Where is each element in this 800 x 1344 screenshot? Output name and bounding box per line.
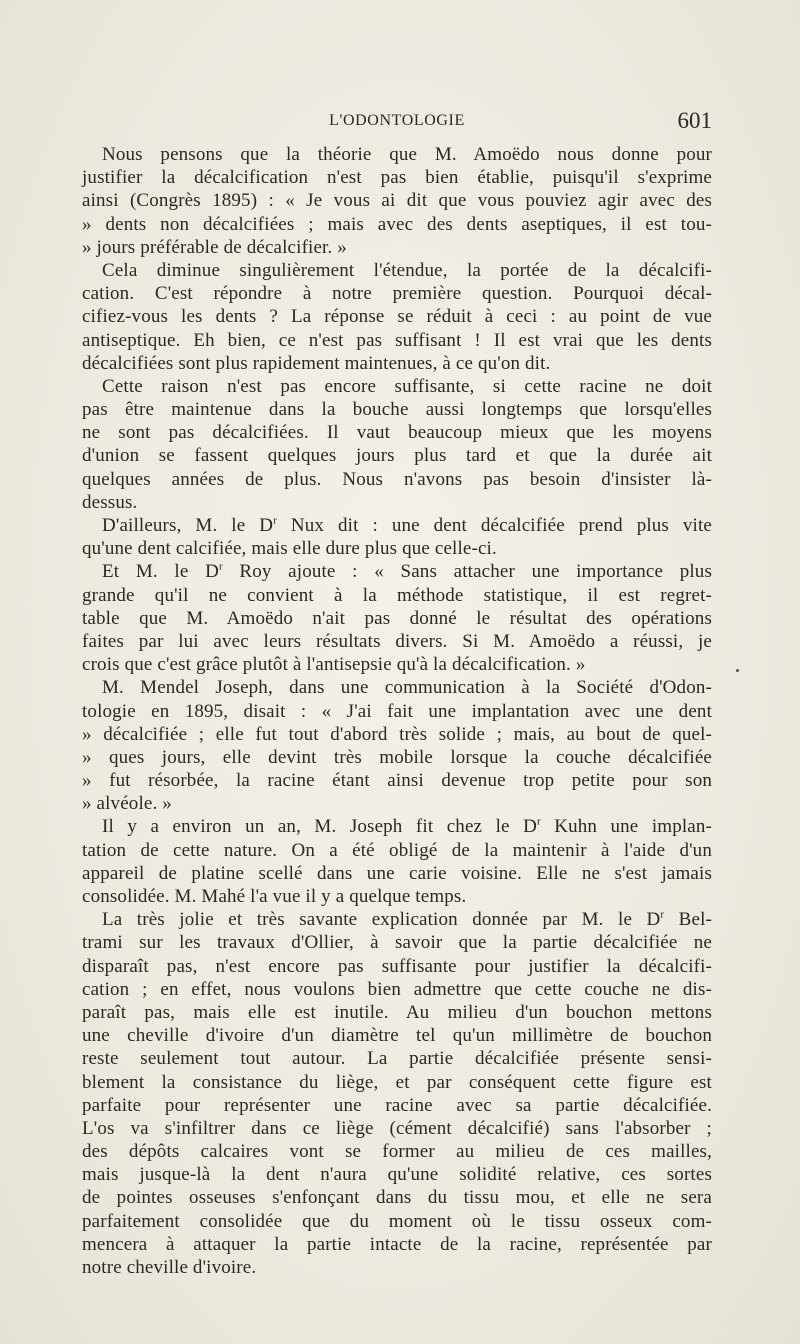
text-line: La très jolie et très savante explication donnée par M. le $D^r$ Bel-	[102, 908, 712, 931]
text-line: table que M. Amoëdo n'ait pas donné le résultat des opérations	[82, 607, 712, 629]
text-line: » ques jours, elle devint très mobile lorsque la couche décalcifiée	[82, 746, 712, 768]
text-line: » décalcifiée ; elle fut tout d'abord très solide ; mais, au bout de quel-	[82, 723, 712, 745]
text-line: mencera à attaquer la partie intacte de la racine, représentée par	[82, 1233, 712, 1255]
text-line: consolidée. M. Mahé l'a vue il y a quelque temps.	[82, 886, 467, 907]
text-line: D'ailleurs, M. le $D^r$ Nux dit : une dent décalcifiée prend plus vite	[102, 514, 712, 536]
text-line: faites par lui avec leurs résultats divers. Si M. Amoëdo a réussi, je	[82, 630, 712, 652]
ink-speck	[736, 669, 739, 672]
text-line: paraît pas, mais elle est inutile. Au milieu d'un bouchon mettons	[82, 1001, 712, 1023]
text-line: justifier la décalcification n'est pas bien établie, puisqu'il s'exprime	[82, 167, 712, 189]
text-line: qu'une dent calcifiée, mais elle dure plus que celle-ci.	[82, 538, 497, 560]
text-line: » dents non décalcifiées ; mais avec des dents aseptiques, il est tou-	[82, 213, 712, 235]
text-line: crois que c'est grâce plutôt à l'antisepsie qu'à la décalcification. »	[82, 654, 586, 676]
text-line: mais jusque-là la dent n'aura qu'une solidité relative, ces sortes	[82, 1164, 712, 1186]
text-line: Et M. le $D^r$ Roy ajoute : « Sans attacher une importance plus	[102, 561, 713, 583]
text-line: cation ; en effet, nous voulons bien admettre que cette couche ne dis-	[82, 978, 712, 1000]
text-line: appareil de platine scellé dans une carie voisine. Elle ne s'est jamais	[82, 862, 712, 884]
text-line: des dépôts calcaires vont se former au milieu de ces mailles,	[82, 1141, 712, 1163]
text-line: dessus.	[82, 491, 138, 513]
text-line: disparaît pas, n'est encore pas suffisante pour justifier la décalcifi-	[82, 955, 712, 977]
text-line: grande qu'il ne convient à la méthode statistique, il est regret-	[82, 584, 712, 606]
text-line: Cela diminue singulièrement l'étendue, la portée de la décalcifi-	[102, 259, 712, 281]
text-line: M. Mendel Joseph, dans une communication à la Société d'Odon-	[102, 677, 712, 699]
text-line: L'os va s'infiltrer dans ce liège (cément décalcifié) sans l'absorber ;	[82, 1117, 712, 1139]
page-number: 601	[677, 108, 712, 133]
text-line: ne sont pas décalcifiées. Il vaut beaucoup mieux que les moyens	[82, 422, 712, 444]
text-line: » fut résorbée, la racine étant ainsi devenue trop petite pour son	[82, 770, 712, 792]
text-line: pas être maintenue dans la bouche aussi longtemps que lorsqu'elles	[82, 399, 712, 421]
text-line: tation de cette nature. On a été obligé de la maintenir à l'aide d'un	[82, 839, 712, 861]
text-line: d'union se fassent quelques jours plus tard et que la durée ait	[82, 445, 712, 467]
text-line: antiseptique. Eh bien, ce n'est pas suffisant ! Il est vrai que les dents	[82, 329, 712, 351]
running-head	[82, 108, 712, 138]
body-text	[82, 143, 712, 1279]
text-line: notre cheville d'ivoire.	[82, 1257, 257, 1278]
text-line: Il y a environ un an, M. Joseph fit chez le $D^r$ Kuhn une implan-	[102, 816, 713, 838]
text-line: une cheville d'ivoire d'un diamètre tel qu'un millimètre de bouchon	[82, 1025, 712, 1047]
text-line: » alvéole. »	[82, 793, 172, 815]
text-line: trami sur les travaux d'Ollier, à savoir que la partie décalcifiée ne	[82, 932, 712, 954]
text-line: quelques années de plus. Nous n'avons pas besoin d'insister là-	[82, 468, 712, 490]
running-title: L'ODONTOLOGIE	[329, 112, 465, 129]
text-line: cation. C'est répondre à notre première question. Pourquoi décal-	[82, 283, 712, 305]
text-line: ainsi (Congrès 1895) : « Je vous ai dit que vous pouviez agir avec des	[82, 190, 712, 212]
text-line: Cette raison n'est pas encore suffisante, si cette racine ne doit	[102, 375, 712, 397]
text-line: » jours préférable de décalcifier. »	[82, 236, 347, 258]
text-line: parfaite pour représenter une racine avec sa partie décalcifiée.	[82, 1094, 712, 1116]
text-line: parfaitement consolidée que du moment où le tissu osseux com-	[82, 1210, 712, 1232]
text-line: tologie en 1895, disait : « J'ai fait une implantation avec une dent	[82, 700, 712, 722]
text-line: reste seulement tout autour. La partie décalcifiée présente sensi-	[82, 1048, 712, 1070]
text-line: cifiez-vous les dents ? La réponse se réduit à ceci : au point de vue	[82, 306, 712, 328]
text-line: de pointes osseuses s'enfonçant dans du tissu mou, et elle ne sera	[82, 1187, 712, 1209]
text-line: Nous pensons que la théorie que M. Amoëdo nous donne pour	[102, 144, 712, 165]
text-line: blement la consistance du liège, et par conséquent cette figure est	[82, 1071, 712, 1093]
text-line: décalcifiées sont plus rapidement maintenues, à ce qu'on dit.	[82, 352, 551, 374]
